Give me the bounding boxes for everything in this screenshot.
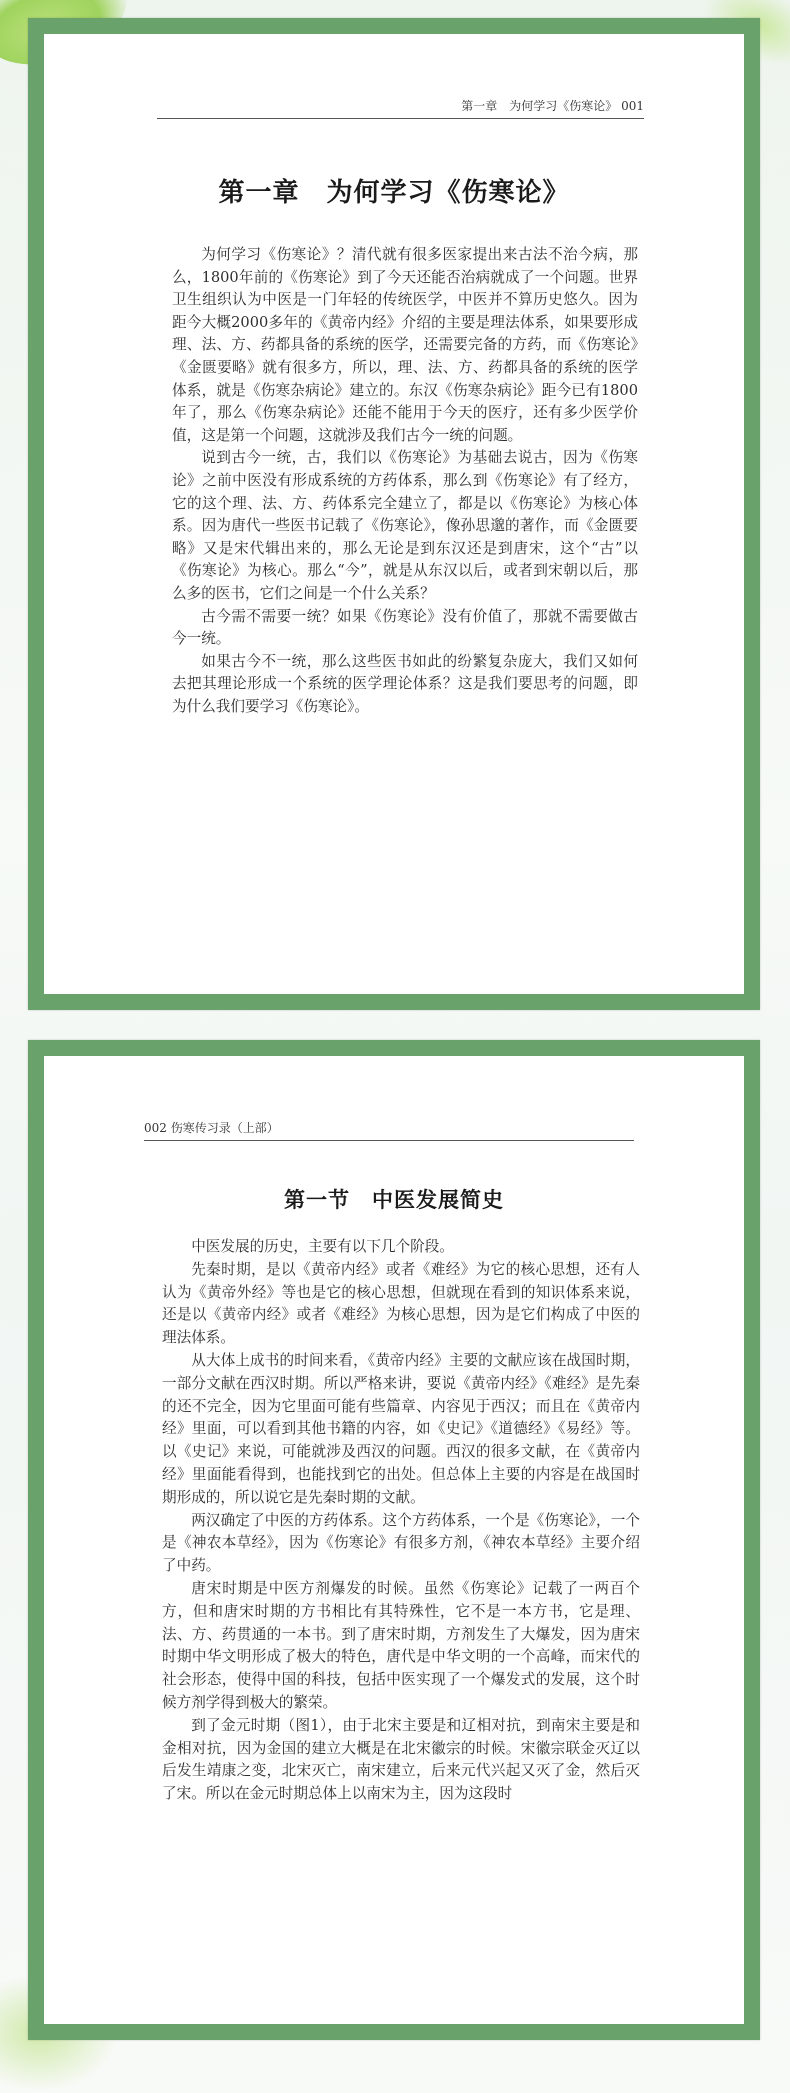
header-text: 第一章 为何学习《伤寒论》 001	[461, 99, 644, 113]
paragraph: 到了金元时期（图1），由于北宋主要是和辽相对抗，到南宋主要是和金相对抗，因为金国的建立大概是在北宋徽宗的时候。宋徽宗联金灭辽以后发生靖康之变，北宋灭亡，南宋建立，后来元代兴起又灭了金，然后灭了宋。所以在金元时期总体上以南宋为主，因为这段时	[162, 1716, 640, 1803]
book-page-2	[44, 1056, 744, 2024]
paragraph: 为何学习《伤寒论》？清代就有很多医家提出来古法不治今病，那么，1800年前的《伤寒论》到了今天还能否治病就成了一个问题。世界卫生组织认为中医是一门年轻的传统医学，中医并不算历史悠久。因为距今大概2000多年的《黄帝内经》介绍的主要是理法体系，如果要形成理、法、方、药都具备的系统的医学，还需要完备的方药，而《伤寒论》《金匮要略》就有很多方，所以，理、法、方、药都具备的系统的医学体系，就是《伤寒杂病论》建立的。东汉《伤寒杂病论》距今已有1800年了，那么《伤寒杂病论》还能不能用于今天的医疗，还有多少医学价值，这是第一个问题，这就涉及我们古今一统的问题。	[172, 246, 638, 444]
section-title: 第一节 中医发展简史	[284, 1188, 504, 1212]
book-page-1	[44, 34, 744, 994]
page-frame-2	[28, 1040, 760, 2040]
chapter-title: 第一章 为何学习《伤寒论》	[218, 178, 570, 208]
paragraph: 中医发展的历史，主要有以下几个阶段。	[191, 1238, 454, 1255]
paragraph: 如果古今不一统，那么这些医书如此的纷繁复杂庞大，我们又如何去把其理论形成一个系统的医学理论体系？这是我们要思考的问题，即为什么我们要学习《伤寒论》。	[172, 652, 638, 715]
paragraph: 从大体上成书的时间来看，《黄帝内经》主要的文献应该在战国时期，一部分文献在西汉时期。所以严格来讲，要说《黄帝内经》《难经》是先秦的还不完全，因为它里面可能有些篇章、内容见于西汉；而且在《黄帝内经》里面，可以看到其他书籍的内容，如《史记》《道德经》《易经》等。以《史记》来说，可能就涉及西汉的问题。西汉的很多文献，在《黄帝内经》里面能看得到，也能找到它的出处。但总体上主要的内容是在战国时期形成的，所以说它是先秦时期的文献。	[162, 1351, 640, 1506]
paragraph: 说到古今一统，古，我们以《伤寒论》为基础去说古，因为《伤寒论》之前中医没有形成系统的方药体系，那么到《伤寒论》有了经方，它的这个理、法、方、药体系完全建立了，都是以《伤寒论》为核心体系。因为唐代一些医书记载了《伤寒论》，像孙思邈的著作，而《金匮要略》又是宋代辑出来的，那么无论是到东汉还是到唐宋，这个“古”以《伤寒论》为核心。那么“今”，就是从东汉以后，或者到宋朝以后，那么多的医书，它们之间是一个什么关系？	[172, 449, 638, 602]
body-text	[162, 1236, 640, 1806]
page-frame-1	[28, 18, 760, 1010]
paragraph: 先秦时期，是以《黄帝内经》或者《难经》为它的核心思想，还有人认为《黄帝外经》等也是它的核心思想，但就现在看到的知识体系来说，还是以《黄帝内经》或者《难经》为核心思想，因为是它们构成了中医的理法体系。	[162, 1260, 640, 1347]
running-header	[157, 96, 644, 119]
paragraph: 两汉确定了中医的方药体系。这个方药体系，一个是《伤寒论》，一个是《神农本草经》，因为《伤寒论》有很多方剂，《神农本草经》主要介绍了中药。	[162, 1511, 640, 1575]
paragraph: 唐宋时期是中医方剂爆发的时候。虽然《伤寒论》记载了一两百个方，但和唐宋时期的方书相比有其特殊性，它不是一本方书，它是理、法、方、药贯通的一本书。到了唐宋时期，方剂发生了大爆发，因为唐宋时期中华文明形成了极大的特色，唐代是中华文明的一个高峰，而宋代的社会形态，使得中国的科技，包括中医实现了一个爆发式的发展，这个时候方剂学得到极大的繁荣。	[162, 1579, 640, 1711]
body-text	[172, 244, 638, 718]
paragraph: 古今需不需要一统？如果《伤寒论》没有价值了，那就不需要做古今一统。	[172, 607, 638, 648]
running-header	[144, 1118, 634, 1141]
header-text: 002 伤寒传习录（上部）	[144, 1121, 279, 1135]
